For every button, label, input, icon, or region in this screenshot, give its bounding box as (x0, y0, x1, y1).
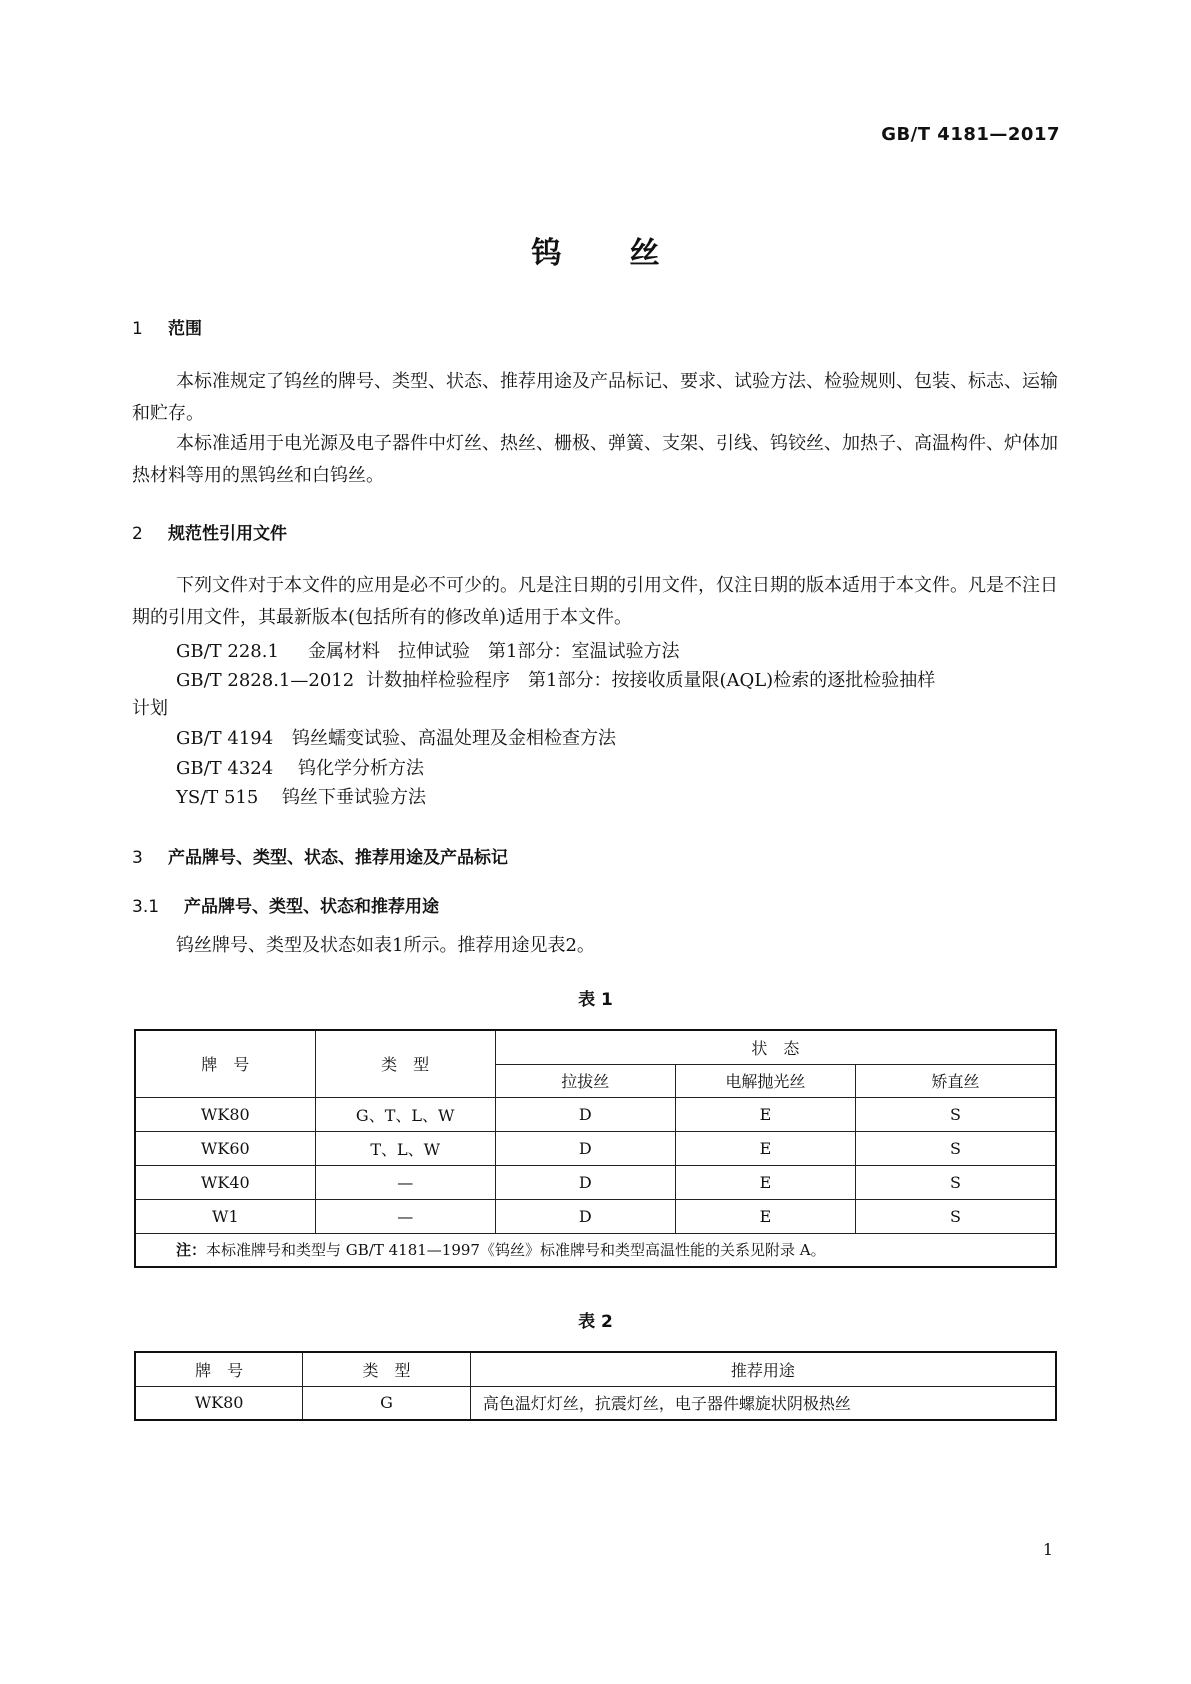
cell-type: — (315, 1165, 495, 1199)
section-3-heading (132, 843, 508, 868)
section-2-heading (132, 519, 287, 544)
reference-code: GB/T 4324 (176, 758, 274, 779)
cell-drawn: D (495, 1165, 675, 1199)
note-label: 注： (176, 1241, 207, 1260)
cell-type: — (315, 1199, 495, 1233)
document-title: 钨丝 (531, 236, 728, 271)
cell-use: 高色温灯灯丝，抗震灯丝，电子器件螺旋状阴极热丝 (470, 1386, 1056, 1420)
note-text: 本标准牌号和类型与 GB/T 4181—1997《钨丝》标准牌号和类型高温性能的关系见附录 A。 (206, 1241, 826, 1260)
table-note-row (135, 1233, 1056, 1267)
reference-item (176, 754, 424, 780)
header-grade: 牌 号 (135, 1030, 315, 1097)
section-title: 产品牌号、类型、状态和推荐用途 (184, 897, 439, 917)
cell-straightened: S (856, 1199, 1057, 1233)
section-1-heading (132, 314, 202, 339)
cell-grade: WK40 (135, 1165, 315, 1199)
scope-paragraph-2: 本标准适用于电光源及电子器件中灯丝、热丝、栅极、弹簧、支架、引线、钨铰丝、加热子、高温构件、炉体加热材料等用的黑钨丝和白钨丝。 (132, 433, 1058, 486)
table-2 (134, 1351, 1057, 1421)
cell-polished: E (675, 1097, 855, 1131)
reference-code: YS/T 515 (176, 787, 259, 808)
table-2-caption: 表 2 (578, 1312, 613, 1332)
table-row (135, 1386, 1056, 1420)
cell-grade: WK80 (135, 1386, 303, 1420)
cell-straightened: S (856, 1097, 1057, 1131)
cell-polished: E (675, 1165, 855, 1199)
references-intro: 下列文件对于本文件的应用是必不可少的。凡是注日期的引用文件，仅注日期的版本适用于本文件。凡是不注日期的引用文件，其最新版本(包括所有的修改单)适用于本文件。 (132, 575, 1058, 628)
reference-code: GB/T 2828.1—2012 (176, 670, 355, 691)
section-3-1-text: 钨丝牌号、类型及状态如表1所示。推荐用途见表2。 (176, 935, 595, 956)
header-grade: 牌 号 (135, 1352, 303, 1386)
header-drawn: 拉拔丝 (495, 1064, 675, 1097)
section-title: 规范性引用文件 (168, 524, 287, 544)
cell-straightened: S (856, 1131, 1057, 1165)
header-type: 类 型 (315, 1030, 495, 1097)
cell-straightened: S (856, 1165, 1057, 1199)
section-3-1-heading (132, 892, 439, 917)
reference-item (176, 724, 616, 750)
cell-polished: E (675, 1131, 855, 1165)
reference-title: 钨化学分析方法 (298, 758, 424, 779)
reference-continuation: 计划 (132, 698, 168, 719)
section-number: 3.1 (132, 897, 160, 917)
reference-code: GB/T 4194 (176, 728, 274, 749)
scope-paragraph-1: 本标准规定了钨丝的牌号、类型、状态、推荐用途及产品标记、要求、试验方法、检验规则、包装、标志、运输和贮存。 (132, 371, 1058, 424)
section-number: 2 (132, 524, 143, 544)
cell-polished: E (675, 1199, 855, 1233)
reference-item (176, 637, 679, 663)
table-note (135, 1233, 1056, 1267)
header-straightened: 矫直丝 (856, 1064, 1057, 1097)
cell-grade: WK80 (135, 1097, 315, 1131)
cell-grade: W1 (135, 1199, 315, 1233)
page-number: 1 (1042, 1540, 1053, 1559)
header-state: 状 态 (495, 1030, 1056, 1064)
reference-code: GB/T 228.1 (176, 641, 279, 662)
section-number: 3 (132, 848, 143, 868)
table-row (135, 1097, 1056, 1131)
section-title: 范围 (168, 319, 202, 339)
section-number: 1 (132, 319, 143, 339)
table-row (135, 1165, 1056, 1199)
table-row (135, 1131, 1056, 1165)
reference-title: 计数抽样检验程序 第1部分：按接收质量限(AQL)检索的逐批检验抽样 (366, 670, 936, 691)
cell-drawn: D (495, 1097, 675, 1131)
reference-title: 钨丝下垂试验方法 (282, 787, 426, 808)
reference-item (176, 783, 426, 809)
table-1-caption: 表 1 (578, 990, 613, 1010)
cell-type: T、L、W (315, 1131, 495, 1165)
cell-type: G (303, 1386, 471, 1420)
standard-number: GB/T 4181—2017 (881, 124, 1060, 145)
reference-title: 金属材料 拉伸试验 第1部分：室温试验方法 (308, 641, 680, 662)
header-use: 推荐用途 (470, 1352, 1056, 1386)
cell-drawn: D (495, 1199, 675, 1233)
section-title: 产品牌号、类型、状态、推荐用途及产品标记 (168, 848, 508, 868)
table-row (135, 1199, 1056, 1233)
table-1 (134, 1029, 1057, 1268)
cell-grade: WK60 (135, 1131, 315, 1165)
reference-item (176, 666, 935, 692)
cell-type: G、T、L、W (315, 1097, 495, 1131)
cell-drawn: D (495, 1131, 675, 1165)
reference-title: 钨丝蠕变试验、高温处理及金相检查方法 (292, 728, 616, 749)
header-polished: 电解抛光丝 (675, 1064, 855, 1097)
header-type: 类 型 (303, 1352, 471, 1386)
